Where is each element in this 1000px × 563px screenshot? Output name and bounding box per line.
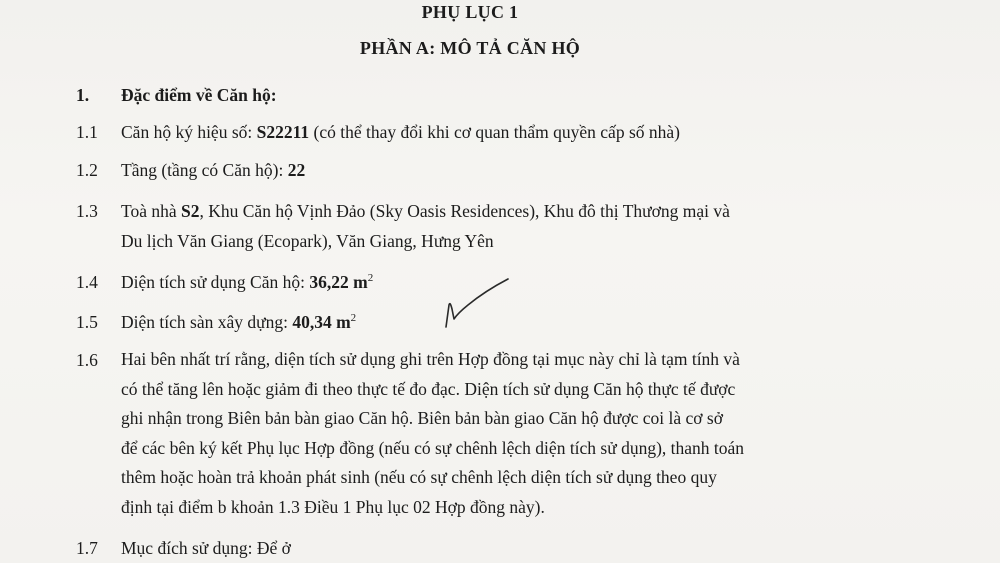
paragraph-line: Hai bên nhất trí rằng, diện tích sử dụng ghi trên Hợp đồng tại mục này chỉ là tạm tính và	[121, 349, 740, 369]
paragraph-line: thêm hoặc hoàn trả khoản phát sinh (nếu có sự chênh lệch diện tích sử dụng theo quy	[121, 467, 717, 487]
section-title: Đặc điểm về Căn hộ:	[121, 85, 277, 105]
part-title: PHẦN A: MÔ TẢ CĂN HỘ	[359, 38, 581, 58]
section-number: 1.	[76, 85, 90, 105]
appendix-title: PHỤ LỤC 1	[421, 2, 519, 22]
item-number: 1.6	[76, 350, 98, 370]
building-code: S2	[181, 201, 200, 221]
paragraph-line: để các bên ký kết Phụ lục Hợp đồng (nếu có sự chênh lệch diện tích sử dụng), thanh toán	[121, 437, 745, 458]
apartment-code: S22211	[256, 122, 310, 142]
item-number: 1.1	[76, 122, 98, 142]
item-label: Tầng (tầng có Căn hộ):	[121, 160, 288, 180]
usable-area-value: 36,22 m	[309, 272, 368, 292]
item-number: 1.3	[76, 201, 98, 221]
item-number: 1.4	[76, 272, 98, 292]
unit-superscript: 2	[367, 272, 374, 284]
item-label: Toà nhà	[121, 201, 182, 221]
unit-superscript: 2	[350, 312, 357, 324]
paragraph-line: có thể tăng lên hoặc giảm đi theo thực tế đo đạc. Diện tích sử dụng Căn hộ thực tế được	[121, 378, 736, 399]
handwritten-tick-mark	[440, 275, 515, 335]
item-number: 1.7	[76, 538, 98, 558]
usage-purpose: Mục đích sử dụng: Để ở	[121, 538, 291, 558]
paragraph-line: định tại điểm b khoản 1.3 Điều 1 Phụ lục 02 Hợp đồng này).	[121, 496, 545, 517]
floor-number: 22	[287, 160, 306, 180]
item-address-line2: Du lịch Văn Giang (Ecopark), Văn Giang, Hưng Yên	[121, 231, 494, 251]
item-number: 1.5	[76, 312, 98, 332]
floor-area-value: 40,34 m	[292, 312, 351, 332]
paragraph-line: ghi nhận trong Biên bản bàn giao Căn hộ. Biên bản bàn giao Căn hộ được coi là cơ sở	[121, 408, 723, 428]
item-note: (có thể thay đổi khi cơ quan thẩm quyền cấp số nhà)	[309, 122, 680, 142]
item-label: Diện tích sử dụng Căn hộ:	[121, 272, 310, 292]
item-number: 1.2	[76, 160, 98, 180]
item-label: Căn hộ ký hiệu số:	[121, 122, 257, 142]
item-label: Diện tích sàn xây dựng:	[121, 312, 293, 332]
item-1-6-paragraph	[121, 345, 881, 522]
item-address: , Khu Căn hộ Vịnh Đảo (Sky Oasis Residences), Khu đô thị Thương mại và	[199, 201, 730, 221]
